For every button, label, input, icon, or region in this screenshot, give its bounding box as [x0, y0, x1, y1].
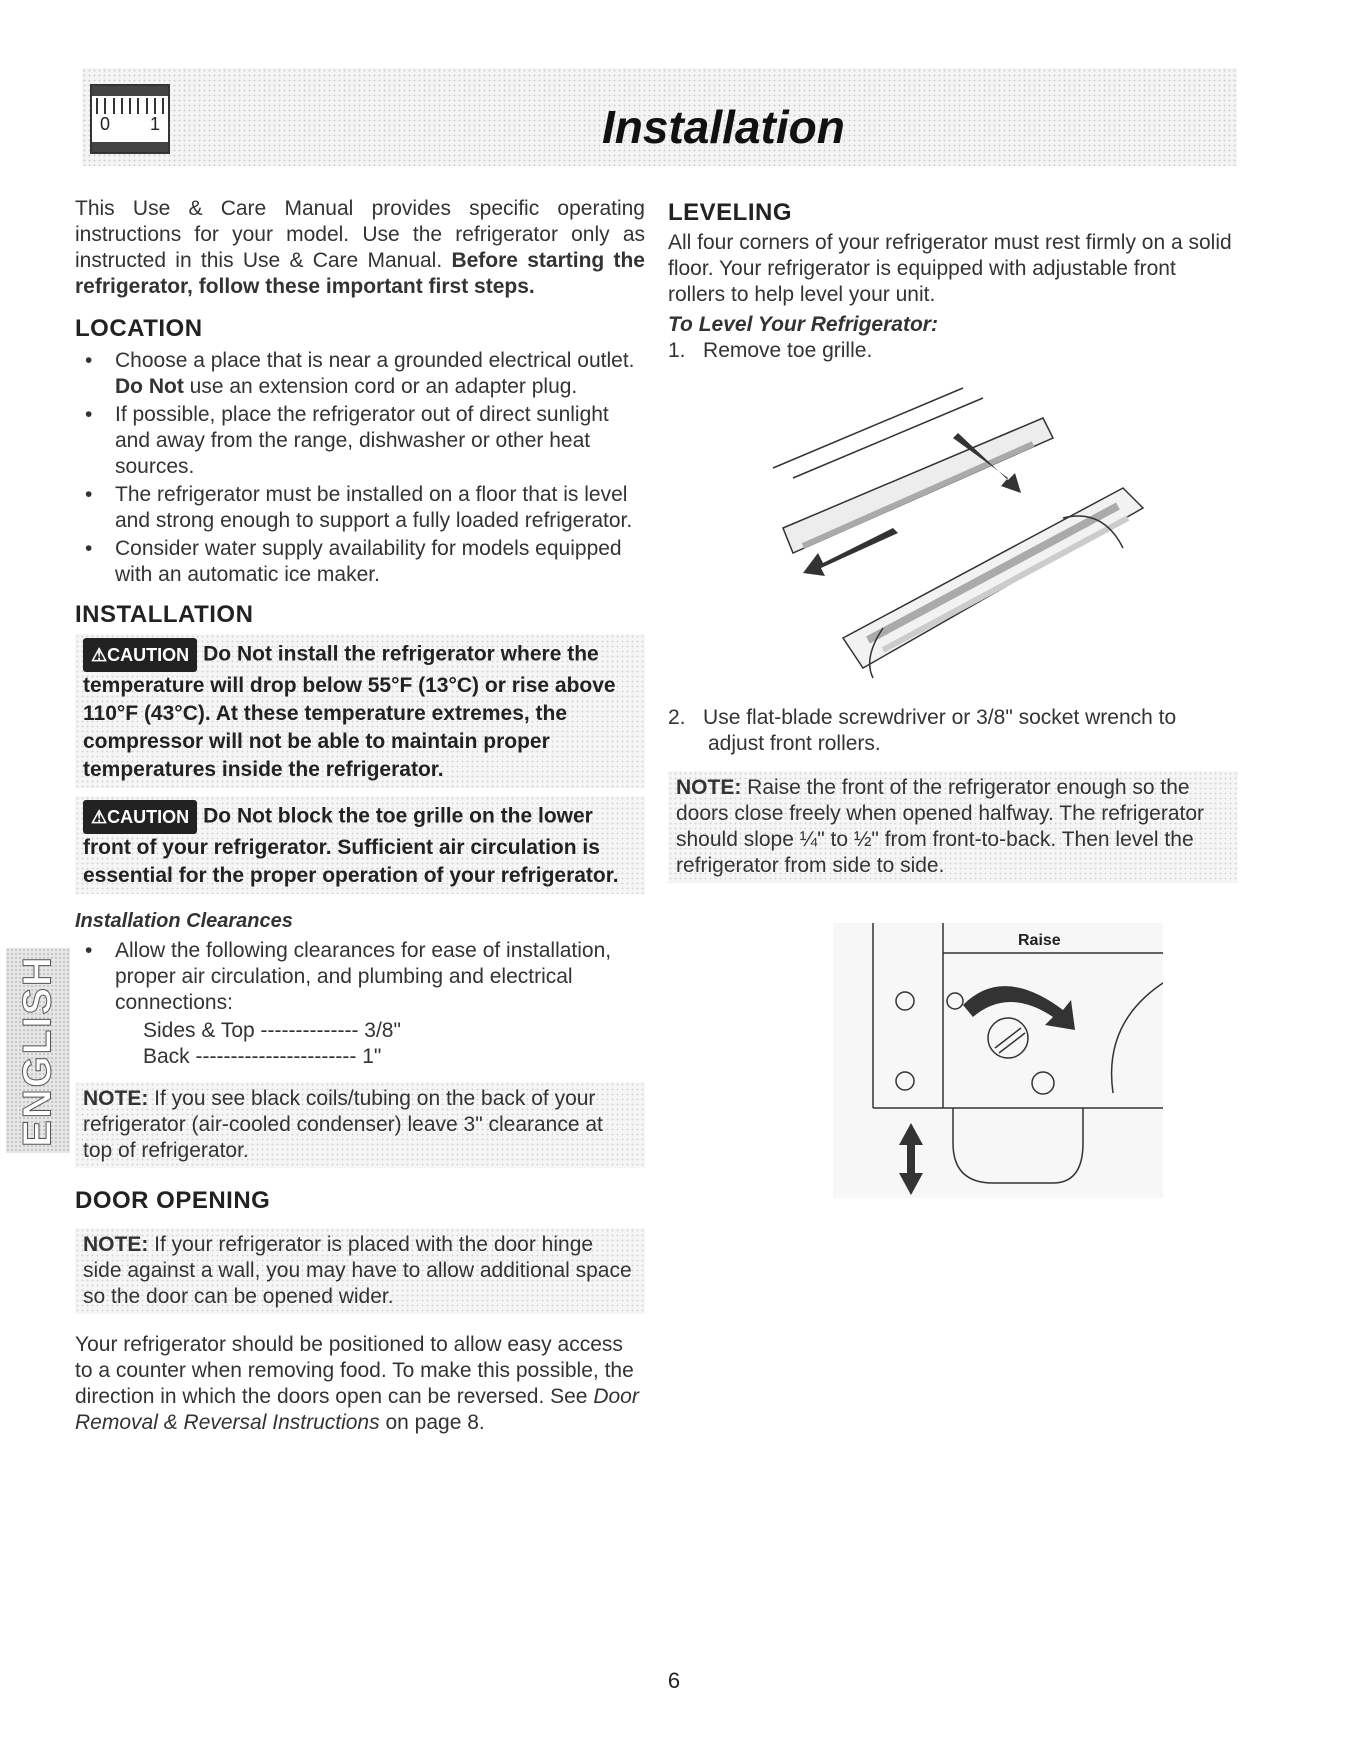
clearances-list — [75, 938, 645, 1016]
note-box-1: NOTE: If you see black coils/tubing on the back of your refrigerator (air-cooled condenser) leave 3" clearance at top of refrigerator. — [75, 1082, 645, 1168]
intro-paragraph: This Use & Care Manual provides specific operating instructions for your model. Use the refrigerator only as instructed in this Use & Care Manual. Before starting the refrigerator, follow these important first steps. — [75, 197, 645, 298]
note-box-2: NOTE: If your refrigerator is placed with the door hinge side against a wall, you may have to allow additional space so the door can be opened wider. — [75, 1228, 645, 1314]
ruler-label-right: 1 — [149, 114, 160, 134]
right-column — [668, 196, 1238, 1198]
clearances-heading: Installation Clearances — [75, 910, 293, 932]
caution-badge: ⚠CAUTION — [83, 638, 197, 672]
list-item: • Choose a place that is near a grounded electrical outlet. Do Not use an extension cord or an adapter plug. — [85, 349, 635, 398]
list-item: • The refrigerator must be installed on a floor that is level and strong enough to support a fully loaded refrigerator. — [85, 483, 633, 532]
page-number: 6 — [667, 1668, 681, 1693]
ruler-icon — [90, 84, 170, 154]
ruler-label-left: 0 — [100, 114, 111, 134]
toe-grille-illustration — [763, 378, 1183, 688]
roller-adjust-illustration — [833, 923, 1163, 1198]
clearance-sides-top: Sides & Top -------------- 3/8" — [143, 1019, 401, 1042]
list-item: • Consider water supply availability for models equipped with an automatic ice maker. — [85, 537, 622, 586]
step-2: 2. Use flat-blade screwdriver or 3/8" socket wrench to adjust front rollers. — [668, 706, 1177, 755]
door-opening-paragraph: Your refrigerator should be positioned to allow easy access to a counter when removing food. To make this possible, the direction in which the doors open can be reversed. See Door Removal & Reversal Instructions on page 8. — [75, 1333, 639, 1434]
leveling-paragraph: All four corners of your refrigerator must rest firmly on a solid floor. Your refrigerator is equipped with adjustable front rollers to help level your unit. — [668, 231, 1232, 306]
left-column — [75, 196, 645, 1436]
leveling-heading: LEVELING — [668, 199, 793, 226]
list-item: • Allow the following clearances for ease of installation, proper air circulation, and plumbing and electrical connections: — [85, 939, 612, 1014]
caution-box-1: ⚠CAUTION Do Not install the refrigerator where the temperature will drop below 55°F (13°C) or rise above 110°F (43°C). At these temperature extremes, the compressor will not be able to maintain proper temperatures inside the refrigerator. — [75, 634, 645, 788]
page-header — [82, 68, 1237, 166]
level-procedure-heading: To Level Your Refrigerator: — [668, 313, 938, 336]
language-tab — [6, 948, 70, 1153]
caution-box-2: ⚠CAUTION Do Not block the toe grille on the lower front of your refrigerator. Sufficient air circulation is essential for the proper operation of your refrigerator. — [75, 796, 645, 894]
step-1: 1. Remove toe grille. — [668, 339, 873, 362]
page-title: Installation — [602, 101, 845, 153]
door-reversal-reference: Door Removal & Reversal Instructions — [75, 1385, 639, 1434]
location-heading: LOCATION — [75, 315, 203, 342]
raise-label: Raise — [1018, 932, 1061, 949]
language-tab-label: ENGLISH — [15, 954, 60, 1147]
installation-heading: INSTALLATION — [75, 601, 254, 628]
list-item: • If possible, place the refrigerator out of direct sunlight and away from the range, dishwasher or other heat sources. — [85, 403, 609, 478]
note-box-leveling: NOTE: Raise the front of the refrigerator enough so the doors close freely when opened halfway. The refrigerator should slope ¼" to ½" from front-to-back. Then level the refrigerator from side to side. — [668, 771, 1238, 883]
caution-badge: ⚠CAUTION — [83, 800, 197, 834]
location-list — [75, 348, 645, 588]
door-opening-heading: DOOR OPENING — [75, 1187, 271, 1214]
clearance-back: Back ----------------------- 1" — [143, 1045, 382, 1068]
